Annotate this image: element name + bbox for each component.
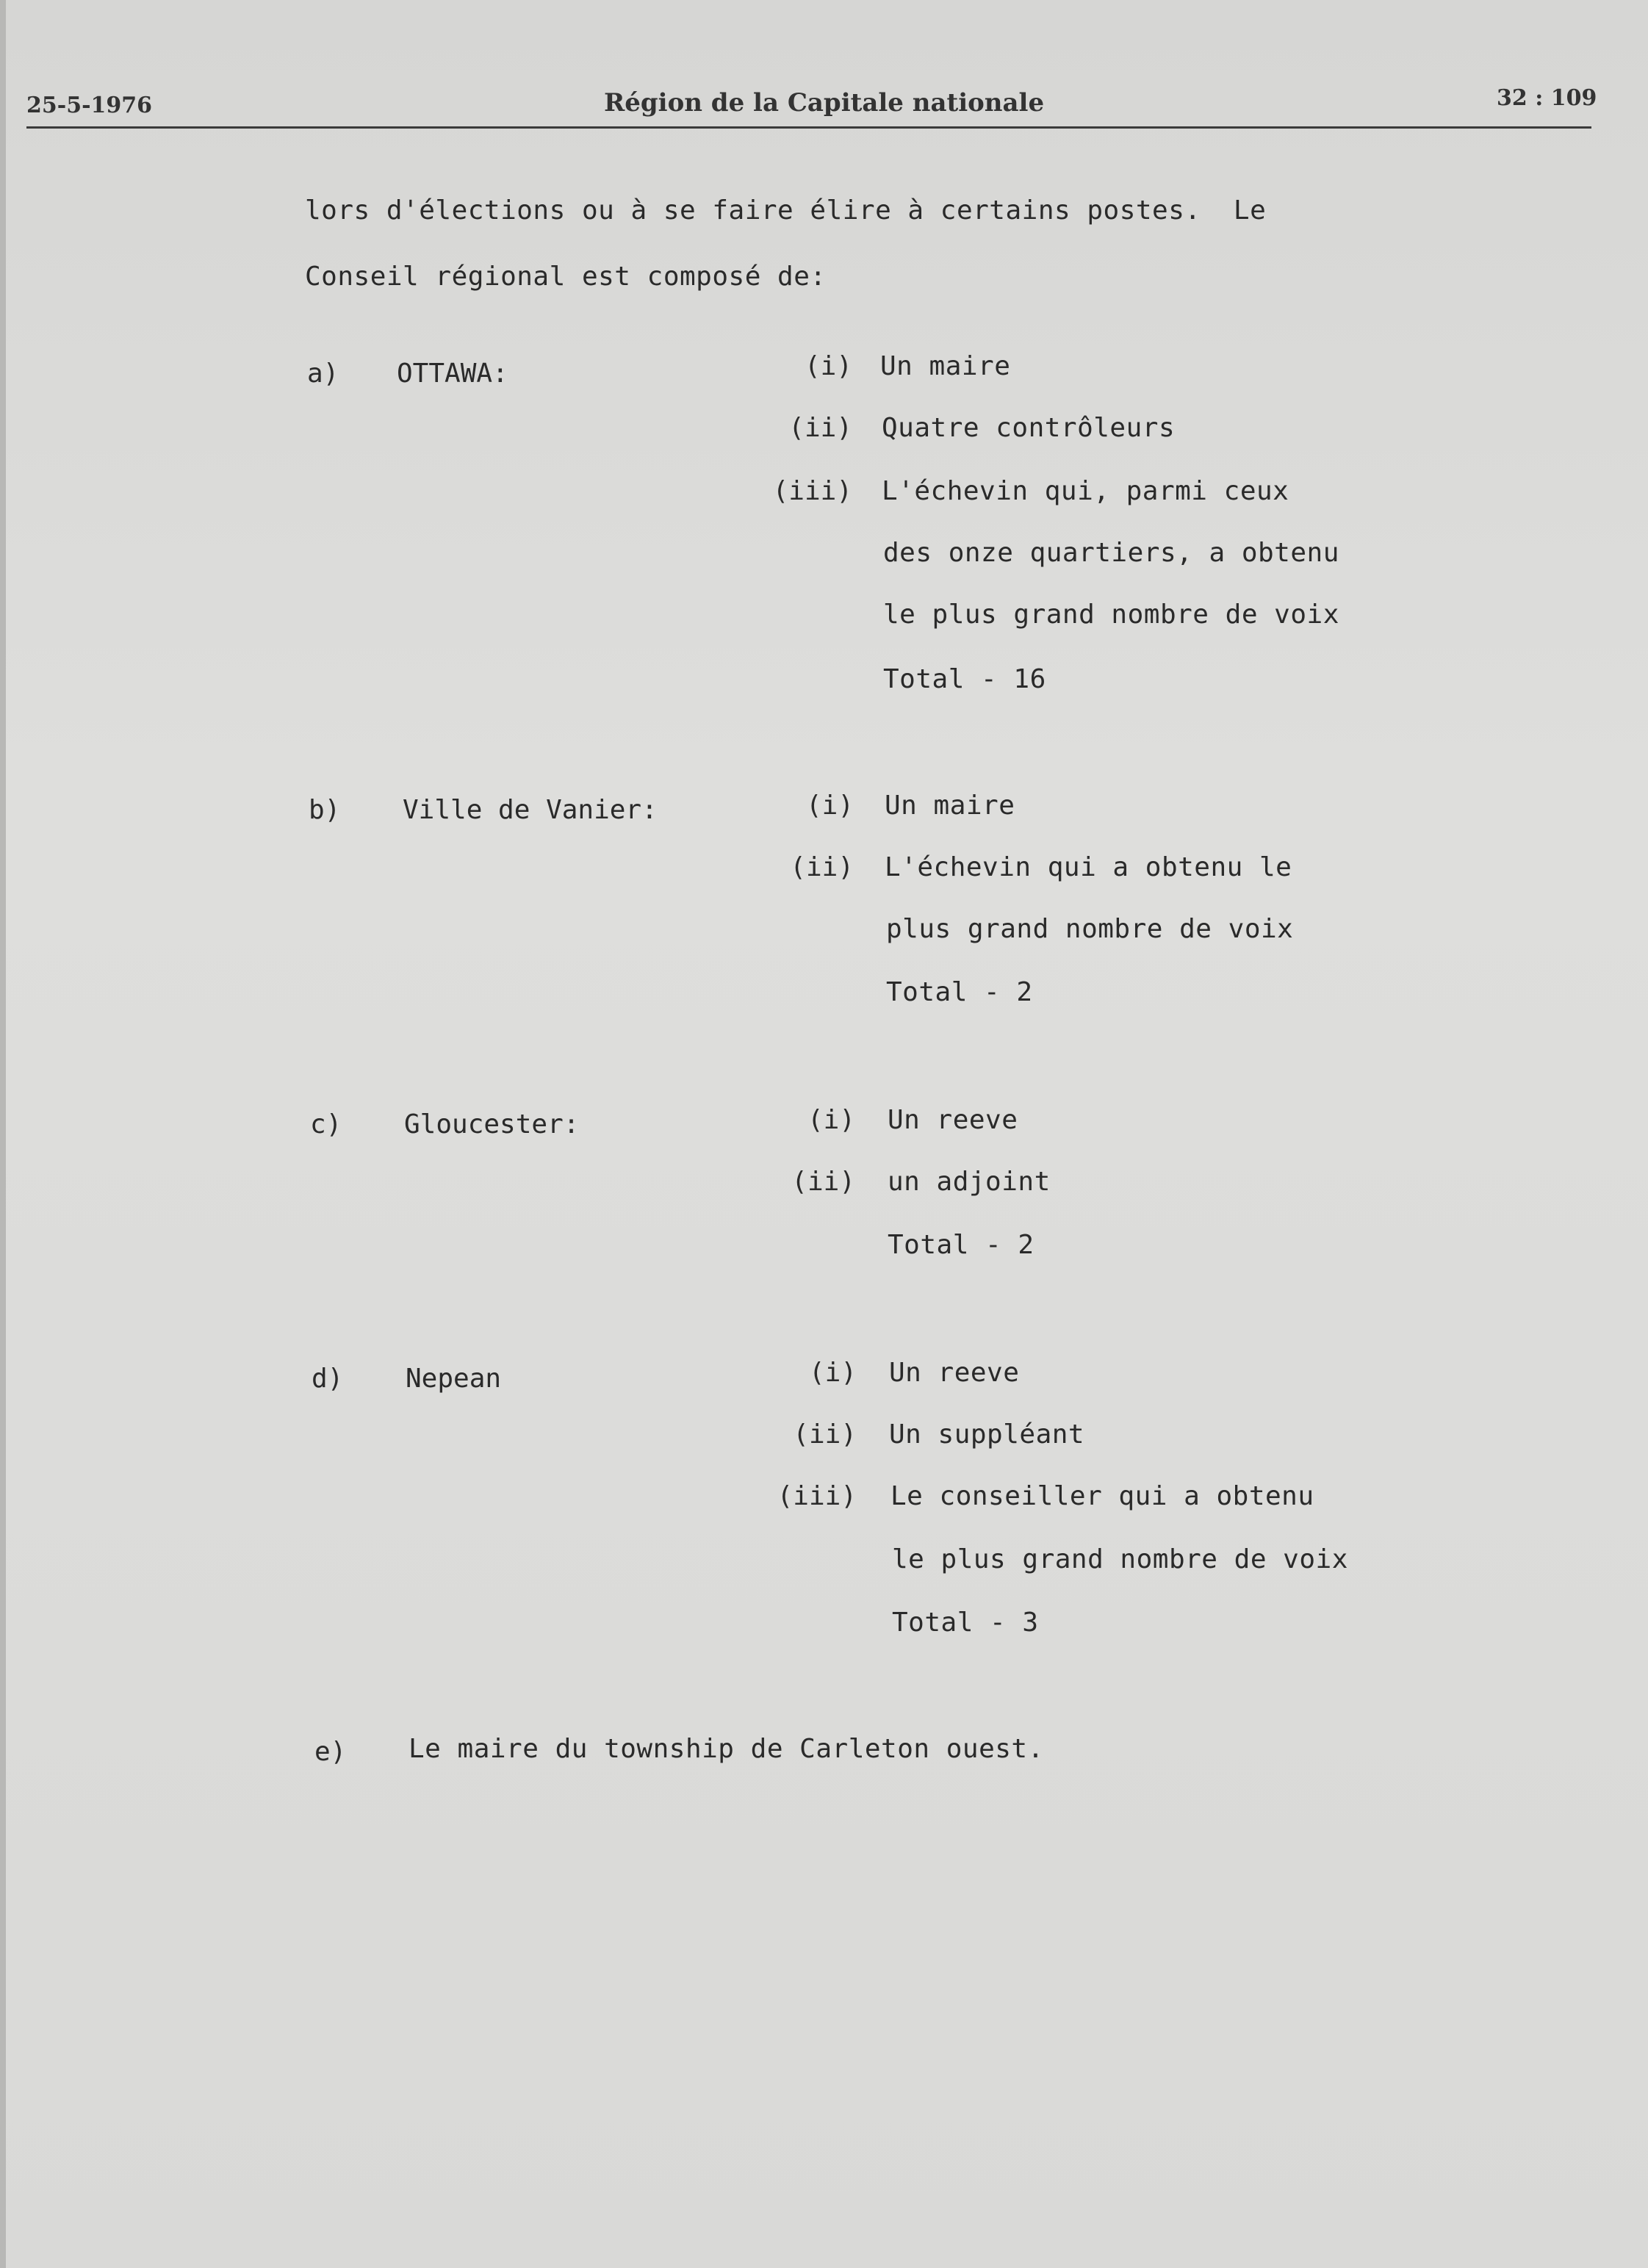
page-edge — [0, 0, 6, 2268]
item-number: (ii) — [788, 413, 852, 443]
item-number: (iii) — [777, 1481, 857, 1511]
section-d-total: Total - 3 — [892, 1608, 1039, 1638]
section-a-name: OTTAWA: — [397, 359, 508, 389]
item-text: Un reeve — [889, 1358, 1020, 1388]
item-number: (ii) — [793, 1419, 857, 1450]
item-text-continued: plus grand nombre de voix — [886, 914, 1294, 944]
intro-line-2: Conseil régional est composé de: — [305, 262, 827, 292]
section-b-name: Ville de Vanier: — [403, 795, 658, 825]
item-text-continued: le plus grand nombre de voix — [883, 600, 1339, 630]
item-text: un adjoint — [888, 1167, 1051, 1197]
item-text: L'échevin qui, parmi ceux — [882, 476, 1289, 506]
section-e-label: e) — [314, 1737, 347, 1767]
intro-line-1: lors d'élections ou à se faire élire à certains postes. Le — [305, 195, 1267, 226]
item-text-continued: le plus grand nombre de voix — [892, 1544, 1348, 1574]
item-text-continued: des onze quartiers, a obtenu — [883, 538, 1339, 568]
section-a-label: a) — [307, 359, 339, 389]
header-rule — [26, 126, 1591, 129]
section-d-name: Nepean — [406, 1364, 502, 1394]
item-text: Un reeve — [888, 1105, 1018, 1135]
section-c-name: Gloucester: — [404, 1109, 580, 1140]
item-number: (i) — [808, 1358, 857, 1388]
section-c-label: c) — [310, 1109, 342, 1140]
header-page-number: 32 : 109 — [1497, 85, 1597, 111]
section-b-label: b) — [309, 795, 341, 825]
item-text: Un maire — [885, 791, 1015, 821]
section-d-label: d) — [312, 1364, 344, 1394]
item-number: (ii) — [791, 1167, 855, 1197]
item-text: Un maire — [880, 351, 1011, 381]
section-e-text: Le maire du township de Carleton ouest. — [409, 1734, 1044, 1764]
item-text: Un suppléant — [889, 1419, 1085, 1450]
item-text: L'échevin qui a obtenu le — [885, 852, 1292, 882]
header-title: Région de la Capitale nationale — [604, 88, 1045, 118]
header-date: 25-5-1976 — [26, 93, 153, 118]
section-b-total: Total - 2 — [886, 977, 1033, 1007]
item-number: (iii) — [772, 476, 852, 506]
section-c-total: Total - 2 — [888, 1230, 1035, 1260]
item-number: (ii) — [790, 852, 854, 882]
item-text: Quatre contrôleurs — [882, 413, 1176, 443]
section-a-total: Total - 16 — [883, 664, 1046, 694]
item-number: (i) — [807, 1105, 855, 1135]
item-number: (i) — [805, 791, 854, 821]
item-number: (i) — [804, 351, 852, 381]
item-text: Le conseiller qui a obtenu — [890, 1481, 1314, 1511]
